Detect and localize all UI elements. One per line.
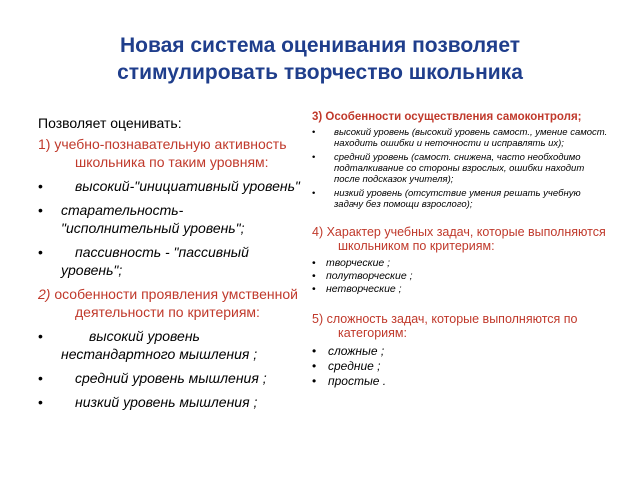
criterion-5-bullet	[312, 359, 612, 373]
bullet-text: высокий-"инициативный уровень"	[75, 178, 300, 194]
criterion-1	[38, 135, 300, 171]
bullet-icon: •	[38, 370, 43, 386]
criterion-2-bullet	[38, 327, 300, 363]
bullet-icon: •	[38, 244, 43, 260]
bullet-text: творческие ;	[326, 257, 391, 269]
left-heading: Позволяет оценивать:	[38, 115, 182, 131]
bullet-icon: •	[312, 359, 317, 373]
criterion-2-text: особенности проявления умственной деятельности по критериям:	[54, 286, 298, 320]
criterion-3-bullet	[312, 188, 612, 210]
bullet-text: средний уровень (самост. снижена, часто необходимо подталкивание со стороны взрослых, ошибки находит после подсказок учителя);	[334, 152, 585, 185]
bullet-text: средние ;	[328, 359, 381, 373]
criterion-4: 4) Характер учебных задач, которые выполняются школьником по критериям:	[312, 225, 606, 253]
criterion-4-bullet	[312, 283, 612, 295]
criterion-5-bullet	[312, 374, 612, 388]
bullet-icon: •	[312, 152, 316, 163]
criterion-1-bullet	[38, 177, 300, 195]
criterion-3-bullet	[312, 152, 612, 185]
bullet-icon: •	[38, 178, 43, 194]
bullet-icon: •	[312, 283, 316, 295]
criterion-5: 5) сложность задач, которые выполняются по категориям:	[312, 312, 578, 340]
bullet-text: простые .	[328, 374, 387, 388]
criterion-5-bullet	[312, 344, 612, 358]
criterion-2-number: 2)	[38, 286, 51, 302]
right-column	[312, 111, 612, 389]
bullet-text: низкий уровень (отсутствие умения решать учебную задачу без помощи взрослого);	[334, 188, 581, 210]
criterion-2	[38, 285, 300, 321]
bullet-text: нетворческие ;	[326, 283, 402, 295]
bullet-text: высокий уровень (высокий уровень самост., умение самост. находить ошибки и неточности и исправлять их);	[334, 127, 608, 149]
bullet-icon: •	[38, 328, 43, 344]
criterion-3: 3) Особенности осуществления самоконтроля;	[312, 111, 582, 123]
criterion-3-bullet	[312, 127, 612, 149]
bullet-icon: •	[312, 374, 317, 388]
slide-title: Новая система оценивания позволяет стимулировать творчество школьника	[117, 34, 523, 84]
bullet-text: сложные ;	[328, 344, 385, 358]
criterion-2-bullet	[38, 393, 300, 411]
bullet-text: пассивность - "пассивный уровень";	[61, 244, 249, 278]
bullet-text: низкий уровень мышления ;	[75, 394, 258, 410]
bullet-icon: •	[312, 127, 316, 138]
criterion-1-number: 1)	[38, 136, 51, 152]
criterion-1-bullet	[38, 201, 300, 237]
bullet-text: средний уровень мышления ;	[75, 370, 267, 386]
bullet-icon: •	[312, 344, 317, 358]
left-column	[38, 115, 300, 417]
criterion-4-bullet	[312, 257, 612, 269]
bullet-icon: •	[312, 257, 316, 269]
bullet-icon: •	[38, 394, 43, 410]
bullet-text: высокий уровень нестандартного мышления ;	[61, 328, 258, 362]
bullet-text: полутворческие ;	[326, 270, 413, 282]
criterion-2-bullet	[38, 369, 300, 387]
criterion-4-bullet	[312, 270, 612, 282]
bullet-icon: •	[312, 188, 316, 199]
bullet-text: старательность-"исполнительный уровень";	[61, 202, 245, 236]
bullet-icon: •	[38, 202, 43, 218]
bullet-icon: •	[312, 270, 316, 282]
criterion-1-text: учебно-познавательную активность школьника по таким уровням:	[54, 136, 287, 170]
criterion-1-bullet	[38, 243, 300, 279]
